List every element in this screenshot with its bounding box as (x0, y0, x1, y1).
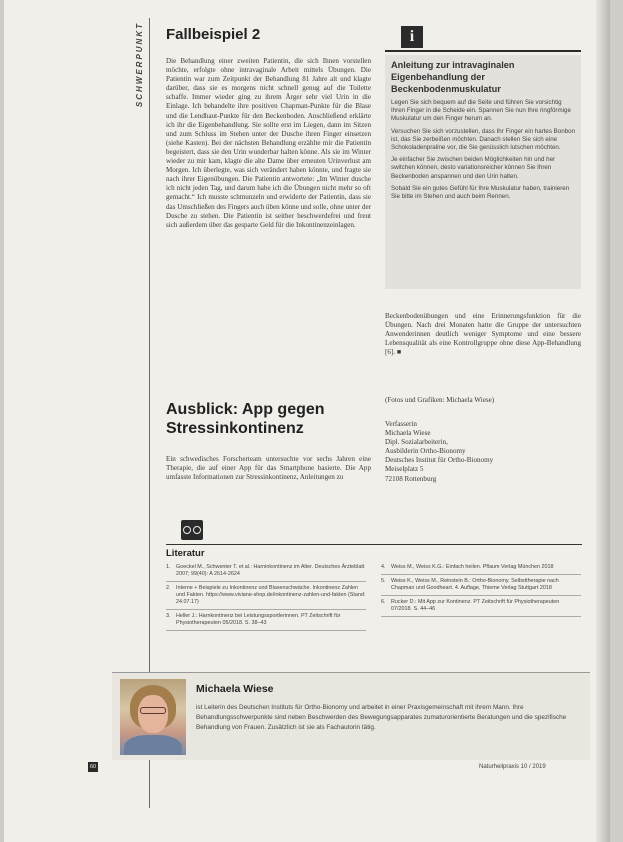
author-line: Meiselplatz 5 (385, 465, 424, 474)
info-icon: i (401, 26, 423, 48)
author-line: Dipl. Sozialarbeiterin, (385, 438, 448, 447)
reference-number: 4. (381, 564, 386, 570)
section-tag: SCHWERPUNKT (135, 22, 144, 108)
reference-text: Weiss K., Weiss M., Reinstein B.: Ortho-Bionomy. Selbsttherapie nach Chapman und Goodheart. 4. Auflage, Thieme Verlag Stuttgart 2018 (391, 578, 559, 591)
magazine-page (4, 0, 610, 842)
fallbeispiel-section (166, 26, 371, 230)
right-column (385, 312, 581, 357)
info-paragraph: Versuchen Sie sich vorzustellen, dass Ihr Finger ein hartes Bonbon ist, das Sie zerbeißen möchten. Danach stellen Sie sich eine Schokoladenpraline vor, die Sie genüsslich lutschen möchten. (391, 127, 576, 152)
reference-item (166, 613, 366, 631)
reference-number: 5. (381, 578, 386, 584)
bio-text: ist Leiterin des Deutschen Instituts für Ortho-Bionomy und arbeitet in einer Praxisgemeinschaft mit ihrem Mann. Ihre Behandlungsschwerpunkte sind neben Beschwerden des Bewegungsapparates zumaturorientierte Beratungen und die spezifische Behandlung von Frauen. Zusätzlich ist sie als Fachautorin tätig. (196, 704, 567, 731)
journal-footer: Naturheilpraxis 10 / 2019 (479, 764, 546, 770)
ausblick-body: Ein schwedisches Forscherteam untersuchte vor sechs Jahren eine Therapie, die auf einer App für das Smartphone basierte. Die App umfasste Informationen zur Stressinkontinenz, Anleitungen zu (166, 455, 371, 482)
info-box-title: Anleitung zur intravaginalen Eigenbehandlung der Beckenbodenmuskulatur (391, 60, 515, 94)
photo-credit: (Fotos und Grafiken: Michaela Wiese) (385, 396, 495, 404)
author-block (385, 420, 493, 484)
reference-item (166, 564, 366, 582)
bio-name: Michaela Wiese (196, 683, 274, 695)
literatur-left-column (166, 564, 366, 634)
reference-number: 3. (166, 613, 171, 619)
literatur-title: Literatur (166, 548, 205, 559)
reference-number: 6. (381, 599, 386, 605)
page-number: 60 (89, 764, 97, 770)
author-line: Deutsches Institut für Ortho-Bionomy (385, 456, 494, 465)
reference-text: Rucker D.: Mit App zur Kontinenz. PT Zeitschrift für Physiotherapeuten 07/2018. S. 44–46 (391, 599, 560, 612)
fallbeispiel-body: Die Behandlung einer zweiten Patientin, die sich Ihnen vorstellen möchte, erfolgte ohne intravaginale Arbeit mittels Übungen. Die Patientin war zum Zeitpunkt der Behandlung 81 Jahre alt und klagte darüber, dass sie es morgens nicht schnell genug auf die Toilette schaffe. Immer wieder ging zu ihrem Ärger sehr viel Urin in die Einlage. Ich behandelte ihre positiven Chapman-Punkte für die Blase und die Lendhaut-Punkte für den Beckenboden. Anschließend erklärte ich ihr die Eigenbehandlung. Sie sollte erst im Liegen, dann im Sitzen und zum Schluss im Stehen unter der Dusche ihren Finger einsetzen (siehe Kasten). Bei der nächsten Behandlung erzählte mir die Patientin begeistert, dass sie den Urin wunderbar halten könne. Als sie im Winter wieder zu mir kam, klagte die alte Dame über erneuten Urinverlust am Morgen. Ich überlegte, was sich verändert haben könnte, und fragte sie nach ihrer Eigenübungen. Die Patientin antwortete: „Im Winter dusche ich nicht jeden Tag, und darum habe ich die Übungen nicht mehr so oft gemacht.“ Ich musste schmunzeln und erwiderte der Patientin, dass sie das Umschließen des Fingers auch üben könne und solle, ohne unter der Dusche zu stehen. Die Patientin ist seither beschwerdefrei und freut sich außerdem über das gesparte Geld für die Inkontinenzeinlagen. (166, 57, 371, 229)
reference-item (381, 599, 581, 617)
literatur-right-column (381, 564, 581, 620)
reference-text: Heller J.: Harnkontinenz bei Leistungssportlerinnen. PT Zeitschrift für Physiotherapeuten 05/2018. S. 38–43 (176, 613, 341, 626)
info-box-rule (385, 50, 581, 52)
author-line: 72108 Rottenburg (385, 474, 437, 483)
info-paragraph: Legen Sie sich bequem auf die Seite und führen Sie vorsichtig Ihren Finger in die Scheide ein. Spannen Sie nun Ihre ringförmige Muskulatur um den Finger herum an. (391, 99, 571, 123)
reference-text: Interne + Beispiele zu Inkontinenz und Blasenschwäche. Inkontinenz Zahlen und Fakten. https://www.viviane-shop.de/inkontinenz-zahlen-und-fakten (Stand: 24.07.17) (176, 585, 366, 605)
info-paragraph: Sobald Sie ein gutes Gefühl für Ihre Muskulatur haben, trainieren Sie bitte im Stehen und auch beim Rennen. (391, 184, 570, 201)
right-column-body: Beckenbodenübungen und eine Erinnerungsfunktion für die Übungen. Nach drei Monaten hatte die Gruppe der untersuchten Anwenderinnen deutlich weniger Symptome und eine bessere Lebensqualität als eine Kontrollgruppe ohne diese App-Behandlung [6]. ■ (385, 312, 581, 357)
author-line: Ausbilderin Ortho-Bionomy (385, 447, 466, 456)
info-paragraph: Je einfacher Sie zwischen beiden Möglichkeiten hin und her switchen können, desto variationsreicher können Sie Ihren Beckenboden anspannen und den Urin halten. (391, 156, 556, 180)
info-box-body (385, 95, 581, 201)
author-bio-box (112, 672, 590, 760)
ausblick-title: Ausblick: App gegen Stressinkontinenz (166, 401, 325, 437)
author-line: Michaela Wiese (385, 429, 431, 438)
reference-text: Weiss M., Weiss K.G.: Einfach heilen. Pflaum Verlag München 2018 (391, 564, 554, 570)
reference-item (166, 585, 366, 610)
reference-number: 1. (166, 564, 171, 570)
reference-item (381, 578, 581, 596)
reference-item (381, 564, 581, 575)
glasses-icon (181, 520, 203, 540)
reference-text: Goeckel M., Schwenter T. et al.: Harninkontinenz im Alter. Deutsches Ärzteblatt 2007; 99(40): A 2614-2624 (176, 564, 365, 577)
fallbeispiel-title: Fallbeispiel 2 (166, 26, 261, 43)
author-label: Verfasserin (385, 420, 417, 428)
page-edge-shadow (596, 0, 610, 842)
reference-number: 2. (166, 585, 171, 591)
author-portrait (120, 679, 186, 755)
info-box (385, 55, 581, 289)
literatur-rule (166, 544, 582, 545)
